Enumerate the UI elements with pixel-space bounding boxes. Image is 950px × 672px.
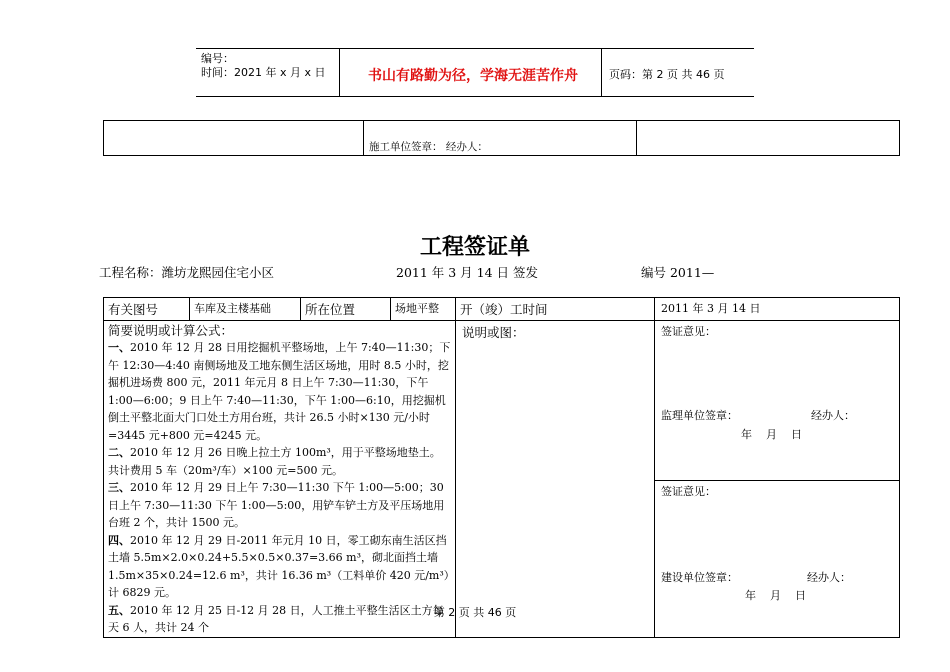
prev-cell-1 <box>104 121 364 156</box>
builder-agent: 经办人： <box>807 571 851 585</box>
prev-cell-3 <box>637 121 900 156</box>
header-code-label: 编号： <box>201 52 234 65</box>
builder-opinion: 签证意见： <box>661 485 716 499</box>
item-5-num: 五、 <box>108 603 130 617</box>
builder-date: 年 月 日 <box>745 589 806 603</box>
description-item-4 <box>108 532 451 602</box>
location-label <box>301 298 391 321</box>
header-divider-left <box>339 48 340 97</box>
description-item-2 <box>108 444 451 479</box>
header-time-label: 时间：2021 年 x 月 x 日 <box>201 66 326 79</box>
location-value-text: 场地平整 <box>395 302 439 315</box>
header-bottom-rule <box>196 96 754 97</box>
footer-page: 第 2 页 共 46 页 <box>433 606 517 619</box>
location-value <box>391 298 456 321</box>
period-label-text: 开（竣）工时间 <box>460 302 548 317</box>
prev-cell-2 <box>364 121 637 156</box>
diagram-label: 说明或图： <box>462 325 525 340</box>
item-3-num: 三、 <box>108 481 130 494</box>
item-4-num: 四、 <box>108 533 130 547</box>
header-top-rule <box>196 48 754 49</box>
item-1-num: 一、 <box>108 341 130 354</box>
visa-form <box>103 297 900 638</box>
item-4-text: 2010 年 12 月 29 日-2011 年元月 10 日，零工砌东南生活区挡土墙 5.5m×2.0×0.24+5.5×0.5×0.37=3.66 m³，砌北面挡土墙 1.5m×35×0.24=12.6 m³，共计 16.36 m³（工料单价 420 元/m³）计 6829 元。 <box>108 533 450 599</box>
item-2-num: 二、 <box>108 446 130 459</box>
item-3-text: 2010 年 12 月 29 日上午 7:30—11:30 下午 1:00—5:00；30 日上午 7:30—11:30 下午 1:00—5:00，用铲车铲土方及平压场地用台班 2 个，共计 1500 元。 <box>108 481 445 529</box>
project-name: 工程名称：潍坊龙熙园住宅小区 <box>99 265 275 280</box>
description-item-3 <box>108 479 451 532</box>
supervisor-agent: 经办人： <box>811 409 855 422</box>
doc-number: 编号 2011— <box>641 265 715 280</box>
item-1-text: 2010 年 12 月 28 日用挖掘机平整场地，上午 7:40—11:30；下午 12:30—4:40 南侧场地及工地东侧生活区场地，用时 8.5 小时，挖掘机进场费 800 元，2011 年元月 8 日上午 7:30—11:30，下午 1:00—6:00；9 日上午 7:40—11:30，下午 1:00—6:10，用挖掘机倒土平整北面大门口处土方用台班，共计 26.5 小时×130 元/小时=3445 元+800 元=4245 元。 <box>108 341 451 442</box>
description-item-1 <box>108 339 451 444</box>
issue-date: 2011 年 3 月 14 日 签发 <box>396 265 539 280</box>
supervisor-opinion: 签证意见： <box>661 325 716 338</box>
location-label-text: 所在位置 <box>305 302 356 317</box>
doc-title: 工程签证单 <box>419 235 530 260</box>
period-value <box>655 298 900 321</box>
item-5-text: 2010 年 12 月 25 日-12 月 28 日，人工推土平整生活区土方每天 6 人，共计 24 个 <box>108 603 444 634</box>
builder-sign: 建设单位签章： <box>661 571 738 585</box>
supervisor-date: 年 月 日 <box>741 428 802 441</box>
drawing-label-text: 有关图号 <box>108 302 159 317</box>
description-cell <box>104 321 456 638</box>
description-items <box>108 339 451 637</box>
drawing-value <box>190 298 301 321</box>
drawing-label <box>104 298 190 321</box>
header-divider-right <box>601 48 602 97</box>
prev-table <box>103 120 900 156</box>
description-label: 简要说明或计算公式： <box>108 323 234 338</box>
diagram-cell <box>456 321 655 638</box>
header-motto: 书山有路勤为径，学海无涯苦作舟 <box>368 68 578 84</box>
drawing-value-text: 车库及主楼基础 <box>194 302 271 315</box>
supervisor-cell <box>655 321 900 481</box>
prev-signature: 施工单位签章： 经办人： <box>369 141 488 153</box>
period-label <box>456 298 655 321</box>
period-value-text: 2011 年 3 月 14 日 <box>661 302 761 315</box>
supervisor-sign: 监理单位签章： <box>661 409 738 422</box>
item-2-text: 2010 年 12 月 26 日晚上拉土方 100m³，用于平整场地垫土。共计费用 5 车（20m³/车）×100 元=500 元。 <box>108 446 441 477</box>
header-page-label: 页码：第 2 页 共 46 页 <box>609 68 725 81</box>
